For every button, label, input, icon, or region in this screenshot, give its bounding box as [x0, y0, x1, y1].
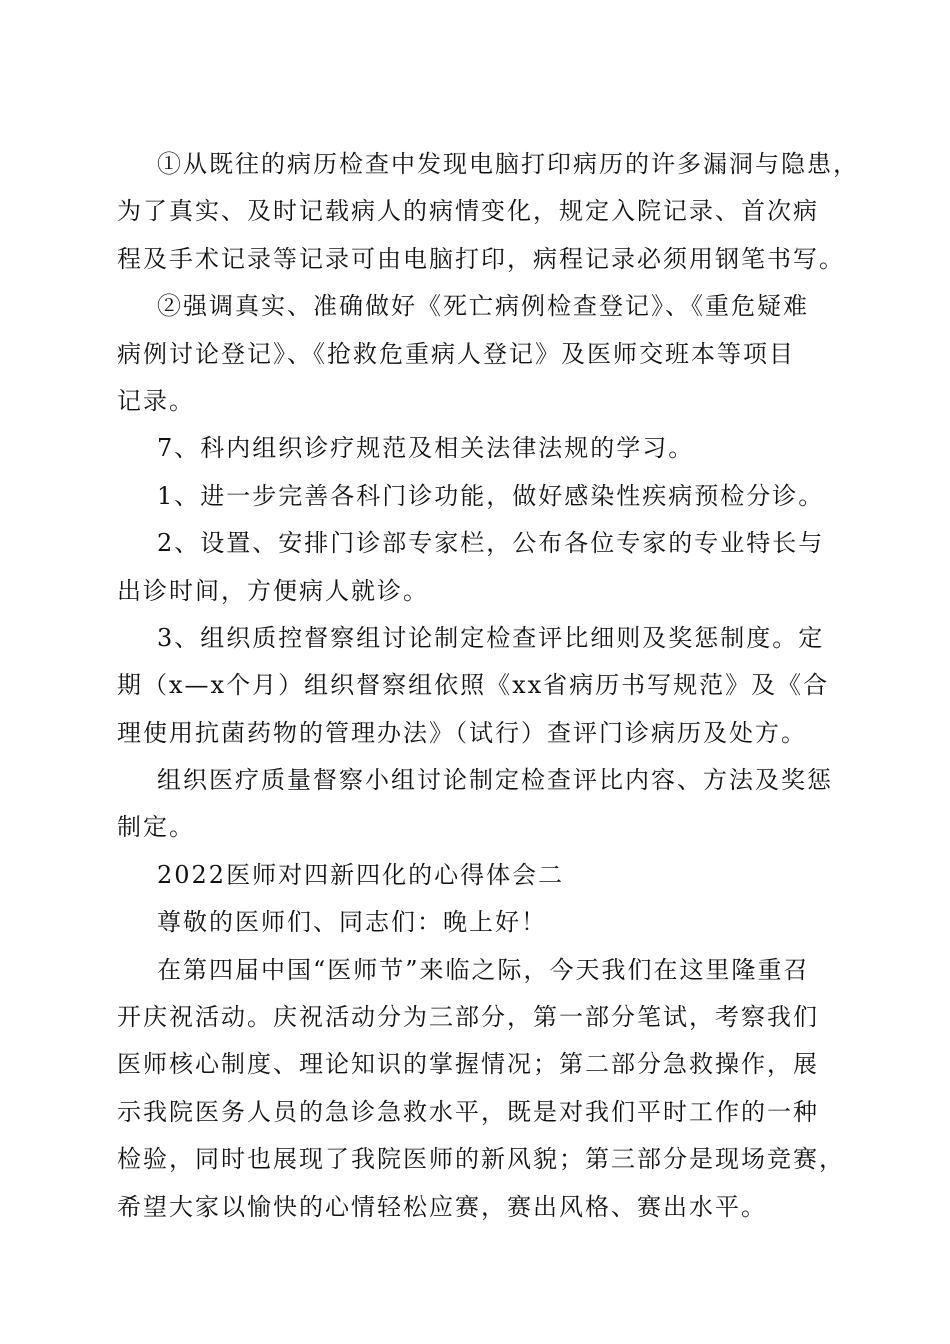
text-line: 开庆祝活动。庆祝活动分为三部分，第一部分笔试，考察我们: [117, 1003, 819, 1032]
text-line: ①从既往的病历检查中发现电脑打印病历的许多漏洞与隐患，: [157, 150, 859, 178]
text-line: 尊敬的医师们、同志们：晚上好！: [157, 908, 547, 937]
text-line: 2、设置、安排门诊部专家栏，公布各位专家的专业特长与: [157, 529, 825, 558]
paragraph: [117, 141, 859, 283]
text-line: 病例讨论登记》、《抢救危重病人登记》及医师交班本等项目: [117, 339, 795, 368]
text-line: 示我院医务人员的急诊急救水平，既是对我们平时工作的一种: [117, 1097, 819, 1126]
text-line: 理使用抗菌药物的管理办法》（试行）查评门诊病历及处方。: [117, 718, 807, 747]
text-line: 2022医师对四新四化的心得体会二: [157, 860, 565, 889]
text-line: 制定。: [117, 813, 195, 842]
text-line: 医师核心制度、理论知识的掌握情况；第二部分急救操作，展: [117, 1050, 819, 1079]
text-line: 组织医疗质量督察小组讨论制定检查评比内容、方法及奖惩: [157, 766, 833, 795]
paragraph: [117, 615, 847, 757]
paragraph: [117, 520, 847, 615]
paragraph: [117, 425, 847, 472]
paragraph: [117, 947, 847, 1231]
text-line: 在第四届中国“医师节”来临之际，今天我们在这里隆重召: [157, 955, 810, 984]
text-line: 希望大家以愉快的心情轻松应赛，赛出风格、赛出水平。: [117, 1192, 767, 1221]
text-line: ②强调真实、准确做好《死亡病例检查登记》、《重危疑难: [157, 292, 809, 321]
text-line: 出诊时间，方便病人就诊。: [117, 576, 429, 605]
text-line: 记录。: [117, 386, 195, 415]
paragraph: [117, 852, 847, 899]
text-line: 3、组织质控督察组讨论制定检查评比细则及奖惩制度。定: [157, 623, 825, 652]
text-line: 程及手术记录等记录可由电脑打印，病程记录必须用钢笔书写。: [117, 244, 845, 273]
text-line: 检验，同时也展现了我院医师的新风貌；第三部分是现场竞赛，: [117, 1145, 845, 1174]
text-line: 为了真实、及时记载病人的病情变化，规定入院记录、首次病: [117, 197, 819, 226]
paragraph: [117, 473, 847, 520]
document-body: [117, 141, 859, 1231]
paragraph: [117, 899, 847, 946]
paragraph: [117, 757, 847, 852]
paragraph: [117, 283, 847, 425]
text-line: 期（x—x个月）组织督察组依照《xx省病历书写规范》及《合: [117, 671, 830, 700]
text-line: 7、科内组织诊疗规范及相关法律法规的学习。: [157, 434, 695, 463]
text-line: 1、进一步完善各科门诊功能，做好感染性疾病预检分诊。: [157, 481, 825, 510]
